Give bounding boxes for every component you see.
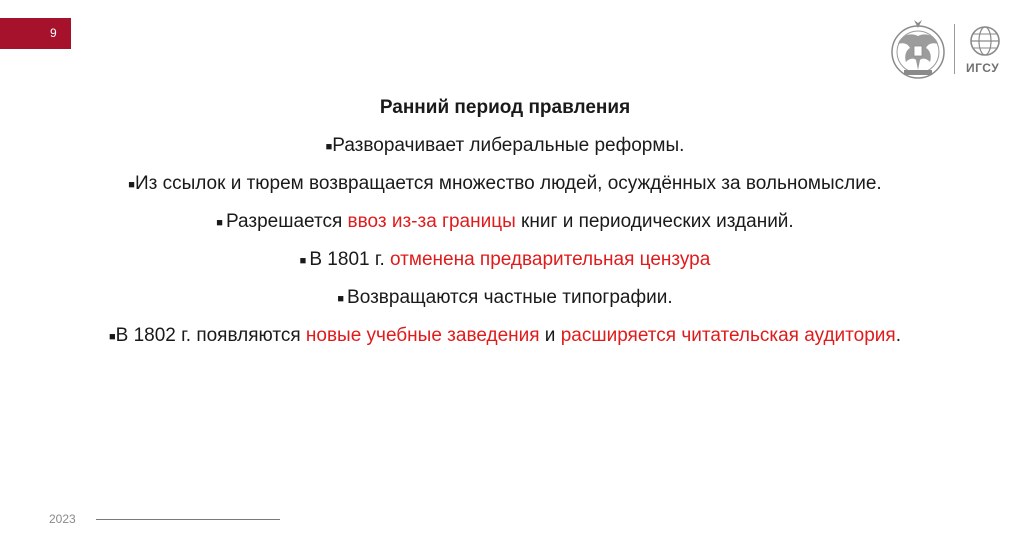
item-highlight: расширяется читательская аудитория xyxy=(560,325,896,346)
logo-group xyxy=(888,14,1018,84)
item-highlight: новые учебные заведения xyxy=(305,325,540,346)
logo-text: ИГСУ xyxy=(966,61,1000,75)
bullet: ■ xyxy=(128,179,135,191)
item-text: и xyxy=(539,325,561,346)
item-text: . xyxy=(895,325,901,346)
list-item xyxy=(90,134,920,159)
item-highlight: ввоз из-за границы xyxy=(347,211,516,232)
item-text: В 1802 г. появляются xyxy=(115,325,306,346)
list-item xyxy=(90,324,920,349)
bullet: ■ xyxy=(299,255,310,267)
footer-year: 2023 xyxy=(49,512,76,526)
footer-divider xyxy=(96,519,280,520)
item-text: Разрешается xyxy=(225,211,348,232)
slide-content xyxy=(90,96,920,362)
item-text: В 1801 г. xyxy=(309,249,391,270)
list-item xyxy=(90,248,920,273)
bullet: ■ xyxy=(216,217,226,229)
logo-separator xyxy=(954,24,955,74)
item-text: книг и периодических изданий. xyxy=(515,211,794,232)
item-highlight: отменена предварительная цензура xyxy=(390,249,711,270)
list-item xyxy=(90,210,920,235)
item-text: Возвращаются частные типографии. xyxy=(347,287,673,308)
list-item xyxy=(90,172,920,197)
bullet: ■ xyxy=(337,293,348,305)
slide-title: Ранний период правления xyxy=(379,97,631,118)
globe-logo-icon xyxy=(968,24,1002,58)
slide-number-tag xyxy=(0,18,71,49)
item-text: Из ссылок и тюрем возвращается множество людей, осуждённых за вольномыслие. xyxy=(134,173,882,194)
coat-of-arms-icon xyxy=(888,14,948,84)
slide-number: 9 xyxy=(50,26,57,40)
bullet: ■ xyxy=(109,331,116,343)
bullet: ■ xyxy=(325,141,333,153)
list-item xyxy=(90,286,920,311)
item-text: Разворачивает либеральные реформы. xyxy=(332,135,685,156)
